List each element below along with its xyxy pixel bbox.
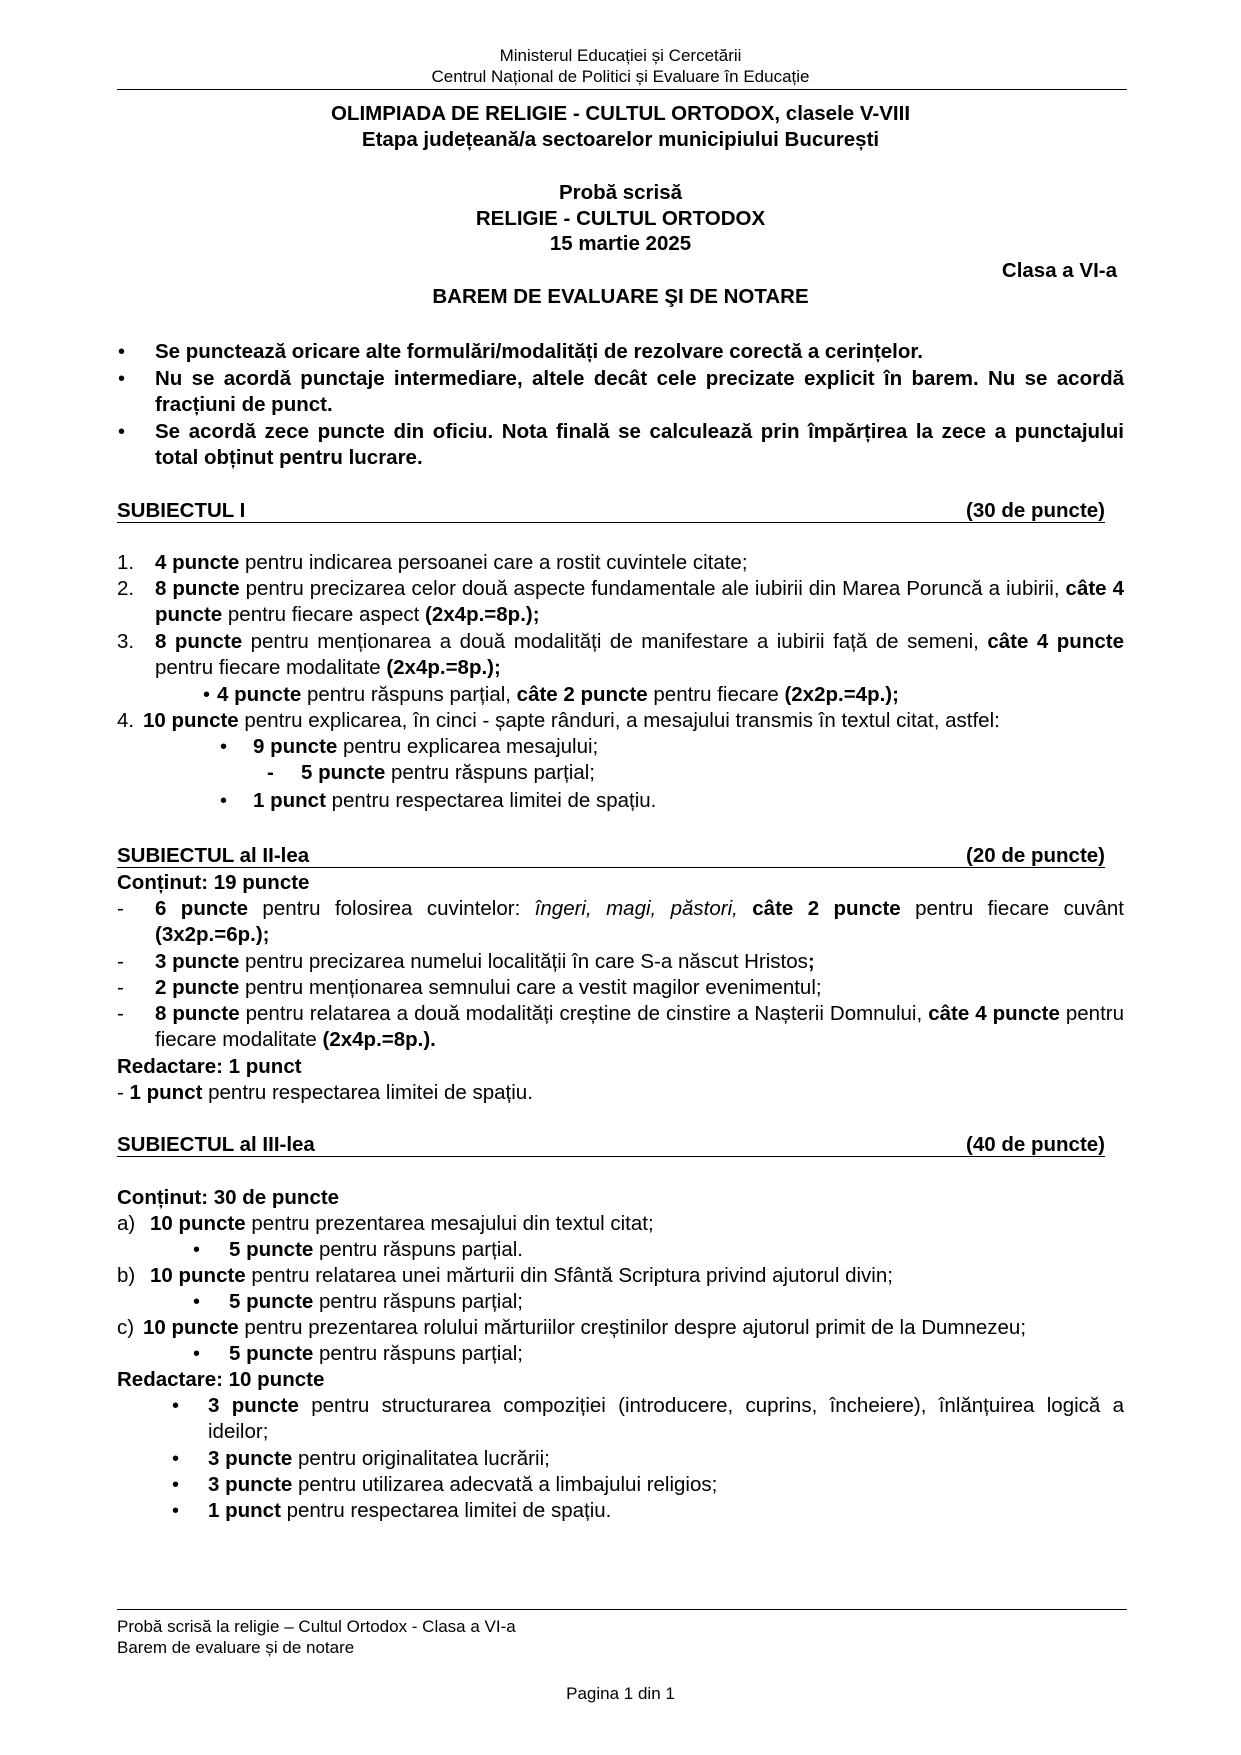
bullet-icon: • (172, 1448, 180, 1470)
item-text: pentru răspuns parțial; (385, 761, 595, 784)
item-text: pentru menționarea a două modalități de manifestare a iubirii față de semeni, (242, 630, 988, 653)
item-text: pentru fiecare cuvânt (900, 897, 1124, 920)
points-value: 10 puncte (143, 1316, 239, 1339)
footer-line-2: Barem de evaluare și de notare (117, 1638, 355, 1657)
points-value: 1 punct (253, 789, 326, 812)
item-text: pentru prezentarea rolului mărturiilor creștinilor despre ajutorul primit de la Dumnezeu; (238, 1316, 1027, 1339)
dash-marker: - (117, 1002, 124, 1025)
points-value: 10 puncte (143, 709, 239, 732)
bullet-icon: • (193, 1343, 201, 1365)
section-heading-2 (117, 845, 1105, 868)
section-title: SUBIECTUL al III-lea (117, 1133, 315, 1156)
bullet-icon: • (220, 736, 228, 758)
points-value: 1 punct (129, 1081, 203, 1104)
s3-redactare-2 (208, 1446, 550, 1472)
s2-redactare-item (117, 1080, 533, 1106)
item-text: pentru prezentarea mesajului din textul citat; (245, 1212, 654, 1235)
page-number: Pagina 1 din 1 (566, 1684, 675, 1703)
item-text: pentru răspuns parțial. (313, 1238, 523, 1261)
points-value: 8 puncte (155, 577, 240, 600)
points-formula: (2x4p.=8p.). (322, 1028, 436, 1051)
points-value: 5 puncte (301, 761, 386, 784)
section-heading-1 (117, 500, 1105, 523)
points-value: 3 puncte (208, 1394, 299, 1417)
s3-redactare-4 (208, 1498, 611, 1524)
bullet-icon: • (203, 684, 211, 706)
s2-item-c (155, 975, 822, 1001)
item-text: pentru fiecare modalitate (155, 656, 387, 679)
s3-item-c-partial (229, 1341, 523, 1367)
item-text: pentru utilizarea adecvată a limbajului religios; (292, 1473, 718, 1496)
redactare-points: Redactare: 10 puncte (117, 1368, 325, 1391)
item-text: pentru relatarea unei mărturii din Sfântă Scriptura privind ajutorul divin; (245, 1264, 893, 1287)
points-formula: (2x4p.=8p.); (386, 656, 501, 679)
s3-item-a-partial (229, 1237, 523, 1263)
points-value: 5 puncte (229, 1342, 314, 1365)
item-text: pentru răspuns parțial, (301, 683, 517, 706)
bullet-icon: • (172, 1500, 180, 1522)
item-label: c) (117, 1316, 135, 1339)
item-text: pentru explicarea mesajului; (337, 735, 599, 758)
proba-label: Probă scrisă (558, 181, 683, 204)
s1-item-3-partial (217, 682, 899, 708)
s1-item-4 (143, 708, 1000, 734)
bullet-icon: • (118, 341, 126, 363)
s1-item-2 (155, 576, 1124, 628)
points-value: câte 4 puncte (987, 630, 1124, 653)
bullet-icon: • (220, 790, 228, 812)
points-value: 5 puncte (229, 1290, 314, 1313)
s2-item-b (155, 949, 815, 975)
points-value: câte 2 puncte (737, 897, 901, 920)
item-text: pentru indicarea persoanei care a rostit cuvintele citate; (239, 551, 748, 574)
content-points: Conținut: 30 de puncte (117, 1186, 340, 1209)
points-value: 8 puncte (155, 630, 243, 653)
bullet-icon: • (118, 368, 126, 390)
s2-item-a (155, 896, 1124, 948)
points-value: câte 2 puncte (516, 683, 648, 706)
points-value: 4 puncte (155, 551, 240, 574)
item-text: pentru respectarea limitei de spațiu. (202, 1081, 533, 1104)
exam-date: 15 martie 2025 (549, 232, 692, 255)
points-value: 6 puncte (155, 897, 249, 920)
points-value: 10 puncte (150, 1264, 246, 1287)
s1-item-4b (301, 760, 595, 786)
content-points: Conținut: 19 puncte (117, 871, 310, 894)
points-value: 3 puncte (155, 950, 240, 973)
item-number: 2. (117, 577, 135, 600)
stage-title: Etapa județeană/a sectoarelor municipiului București (361, 128, 880, 151)
dash-marker: - (117, 976, 124, 999)
class-label: Clasa a VI-a (1001, 259, 1117, 282)
section-points: (30 de puncte) (966, 499, 1105, 522)
item-text: pentru menționarea semnului care a vestit magilor evenimentul; (239, 976, 822, 999)
center-name: Centrul Național de Politici și Evaluare în Educație (431, 67, 810, 86)
item-text: pentru precizarea numelui localității în care S-a născut Hristos (239, 950, 808, 973)
bullet-icon: • (172, 1395, 180, 1417)
dash-marker: - (117, 897, 124, 920)
dash-marker: - (267, 761, 274, 784)
section-title: SUBIECTUL al II-lea (117, 844, 310, 867)
points-formula: (2x2p.=4p.); (784, 683, 899, 706)
points-value: 4 puncte (217, 683, 302, 706)
item-text: pentru fiecare (647, 683, 785, 706)
section-heading-3 (117, 1134, 1105, 1157)
rule-item: Se punctează oricare alte formulări/modalități de rezolvare corectă a cerințelor. (155, 340, 923, 363)
points-value: 10 puncte (150, 1212, 246, 1235)
points-value: 3 puncte (208, 1447, 293, 1470)
item-number: 3. (117, 630, 135, 653)
dash-marker: - (117, 950, 124, 973)
ministry-name: Ministerul Educației și Cercetării (499, 46, 742, 65)
bullet-icon: • (193, 1291, 201, 1313)
points-formula: (3x2p.=6p.); (155, 923, 270, 946)
item-text: pentru respectarea limitei de spațiu. (325, 789, 657, 812)
item-text: pentru fiecare modalitate (155, 1002, 1124, 1051)
bullet-icon: • (193, 1239, 201, 1261)
subject-title: RELIGIE - CULTUL ORTODOX (475, 207, 766, 230)
item-text: pentru structurarea compoziției (introducere, cuprins, încheiere), înlănțuirea logică a ideilor; (208, 1394, 1125, 1443)
s3-item-a (150, 1211, 654, 1237)
rule-item: Nu se acordă punctaje intermediare, altele decât cele precizate explicit în barem. Nu se acordă fracțiuni de punct. (155, 367, 1124, 416)
s3-redactare-1 (208, 1393, 1124, 1445)
s3-redactare-3 (208, 1472, 717, 1498)
header-divider (117, 89, 1127, 90)
barem-title: BAREM DE EVALUARE ŞI DE NOTARE (432, 285, 809, 308)
item-text: pentru fiecare aspect (222, 603, 426, 626)
bullet-icon: • (172, 1474, 180, 1496)
olympiad-title: OLIMPIADA DE RELIGIE - CULTUL ORTODOX, clasele V-VIII (330, 102, 911, 125)
points-formula: (2x4p.=8p.); (425, 603, 540, 626)
item-text: pentru originalitatea lucrării; (292, 1447, 550, 1470)
points-value: 2 puncte (155, 976, 240, 999)
item-number: 1. (117, 551, 135, 574)
points-value: 1 punct (208, 1499, 281, 1522)
item-text: pentru relatarea a două modalități creștine de cinstire a Nașterii Domnului, (239, 1002, 929, 1025)
section-points: (40 de puncte) (966, 1133, 1105, 1156)
points-value: 9 puncte (253, 735, 338, 758)
s3-item-c (143, 1315, 1026, 1341)
item-text: pentru precizarea celor două aspecte fundamentale ale iubirii din Marea Poruncă a iubirii, (239, 577, 1066, 600)
item-label: b) (117, 1264, 136, 1287)
dash-marker: - (117, 1081, 130, 1104)
item-text: pentru răspuns parțial; (313, 1290, 523, 1313)
redactare-points: Redactare: 1 punct (117, 1055, 302, 1078)
punctuation: ; (807, 950, 815, 973)
item-number: 4. (117, 709, 135, 732)
item-text: pentru respectarea limitei de spațiu. (280, 1499, 612, 1522)
footer-divider (117, 1609, 1127, 1610)
points-value: 8 puncte (155, 1002, 240, 1025)
item-text: pentru folosirea cuvintelor: (248, 897, 535, 920)
points-value: 3 puncte (208, 1473, 293, 1496)
item-label: a) (117, 1212, 136, 1235)
bullet-icon: • (118, 421, 126, 443)
item-text: pentru explicarea, în cinci - șapte rânduri, a mesajului transmis în textul citat, astfel: (238, 709, 1000, 732)
section-points: (20 de puncte) (966, 844, 1105, 867)
s3-item-b-partial (229, 1289, 523, 1315)
points-value: 5 puncte (229, 1238, 314, 1261)
section-title: SUBIECTUL I (117, 499, 246, 522)
s3-item-b (150, 1263, 893, 1289)
s1-item-4c (253, 788, 656, 814)
s1-item-3 (155, 629, 1124, 681)
points-value: câte 4 puncte (155, 577, 1124, 626)
s1-item-1 (155, 550, 748, 576)
s1-item-4a (253, 734, 598, 760)
item-text: pentru răspuns parțial; (313, 1342, 523, 1365)
rule-item: Se acordă zece puncte din oficiu. Nota finală se calculează prin împărțirea la zece a punctajului total obținut pentru lucrare. (155, 420, 1124, 469)
footer-line-1: Probă scrisă la religie – Cultul Ortodox - Clasa a VI-a (117, 1617, 516, 1636)
points-value: câte 4 puncte (928, 1002, 1060, 1025)
s2-item-d (155, 1001, 1124, 1053)
item-keywords: îngeri, magi, păstori, (534, 897, 738, 920)
